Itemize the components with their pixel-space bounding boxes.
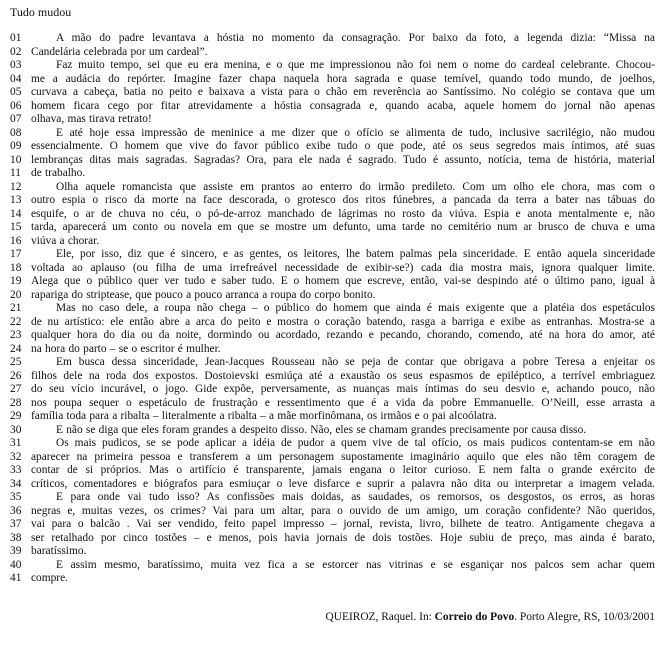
text-line	[10, 383, 655, 397]
line-text: Alega que o público quer ver tudo e saber tudo. E o homem que escreve, então, vai-se despindo até o último pano, igual à	[31, 275, 655, 287]
line-text: filhos dele na roda dos expostos. Dostoievski esmiúça até a exaustão os seus espasmos de epiléptico, a terrível embriaguez	[31, 369, 655, 382]
line-number: 25	[10, 356, 22, 368]
text-line	[10, 545, 655, 559]
line-number: 02	[10, 45, 22, 58]
text-line	[10, 59, 655, 73]
text-line	[10, 464, 655, 478]
text-line	[10, 221, 655, 235]
text-line	[10, 248, 655, 262]
text-line	[10, 451, 655, 465]
text-line	[10, 262, 655, 276]
line-number: 31	[10, 437, 22, 449]
text-line	[10, 478, 655, 492]
text-line	[10, 100, 655, 114]
line-text: outro espia o risco da morte na face descorada, o grotesco dos ritos fúnebres, a pancada da terra a bater nas tábuas do	[31, 194, 655, 206]
text-line	[10, 32, 655, 46]
line-number: 33	[10, 464, 22, 476]
text-line	[10, 154, 655, 168]
line-number: 30	[10, 423, 22, 436]
line-text: E para onde vai tudo isso? As confissões mais doidas, as saudades, os remorsos, os desgostos, os erros, as horas	[56, 491, 655, 503]
line-text: E até hoje essa impressão de meninice a me dizer que o ofício se alimenta de tudo, inclusive sacrilégio, não mudou	[56, 126, 655, 139]
line-text: homem ficara cego por fitar atrevidamente a hóstia consagrada e, quando acaba, aquele homem do jornal não apenas	[31, 99, 655, 112]
line-text: Olha aquele romancista que assiste em prantos ao enterro do irmão predileto. Com um olho ele chora, mas com o	[56, 180, 655, 193]
line-number: 36	[10, 504, 22, 517]
line-text: esquife, o ar de chuva no céu, o pó-de-arroz manchado de lágrimas no rosto da viúva. Espia e anota mentalmente e, não	[31, 207, 655, 220]
line-text: viúva a chorar.	[31, 234, 100, 247]
line-text: Os mais pudicos, se se pode aplicar a idéia de pudor a quem vive de tal ofício, os mais pudicos contentam-se em não	[56, 437, 655, 449]
citation-rest: . Porto Alegre, RS, 10/03/2001	[514, 610, 655, 623]
line-text: aparecer na primeira pessoa e transferem a um personagem supostamente imaginário aquilo que eles não têm coragem de	[31, 450, 655, 463]
text-line	[10, 235, 655, 249]
line-text: compre.	[31, 572, 69, 584]
line-number: 13	[10, 194, 22, 206]
text-line	[10, 518, 655, 532]
line-number: 19	[10, 275, 22, 287]
text-line	[10, 302, 655, 316]
text-line	[10, 343, 655, 357]
line-number: 26	[10, 369, 22, 382]
line-text: me a audácia do repórter. Imagine fazer chapa naquela hora sagrada e quase temível, quando todo mundo, de joelhos,	[31, 72, 655, 85]
line-number: 39	[10, 545, 22, 557]
text-line	[10, 410, 655, 424]
text-line	[10, 181, 655, 195]
line-text: contar de si próprios. Mas o artifício é transparente, jamais engana o leitor curioso. E nem falta o grande exército de	[31, 464, 655, 476]
line-number: 23	[10, 329, 22, 341]
line-number: 28	[10, 396, 22, 409]
line-text: E não se diga que eles foram grandes a despeito disso. Não, eles se chamam grandes precisamente por causa disso.	[56, 423, 587, 436]
text-line	[10, 208, 655, 222]
line-text: olhava, mas tirava retrato!	[31, 113, 152, 125]
text-line	[10, 194, 655, 208]
line-text: de trabalho.	[31, 167, 86, 179]
line-text: negras e, muitas vezes, os crimes? Vai para um altar, para o ouvido de um amigo, um coração confidente? Não queridos,	[31, 504, 655, 517]
text-line	[10, 397, 655, 411]
text-line	[10, 356, 655, 370]
line-text: lembranças ditas mais sagradas. Sagradas? Ora, para ele nada é sagrado. Tudo é assunto, notícia, tema de história, material	[31, 153, 655, 166]
text-line	[10, 275, 655, 289]
line-number: 06	[10, 99, 22, 112]
line-number: 03	[10, 59, 22, 71]
text-line	[10, 559, 655, 573]
line-text: do seu vício incurável, o jogo. Gide expõe, perversamente, as nuanças mais íntimas do seu desvio e, achando pouco, não	[31, 383, 655, 395]
citation-author: QUEIROZ, Raquel. In:	[325, 610, 435, 623]
line-text: baratíssimo.	[31, 545, 87, 557]
line-text: Candelária celebrada por um cardeal”.	[31, 45, 208, 58]
line-number: 04	[10, 72, 22, 85]
line-number: 22	[10, 315, 22, 328]
text-line	[10, 316, 655, 330]
line-text: de nu artístico: ele então abre a arca do peito e mostra o coração batendo, rasga a barriga e exibe as entranhas. Mostra-se a	[31, 315, 655, 328]
line-number: 17	[10, 248, 22, 260]
line-number: 18	[10, 261, 22, 274]
line-number: 07	[10, 113, 22, 125]
line-number: 10	[10, 153, 22, 166]
line-number: 01	[10, 32, 22, 44]
text-line	[10, 86, 655, 100]
line-text: E assim mesmo, baratíssimo, muita vez fica a se estorcer nas vitrinas e se esganiçar nos palcos sem achar quem	[56, 558, 655, 571]
line-text: vai para o balcão . Vai ser vendido, feito papel impresso – jornal, revista, livro, bilhete de teatro. Antigamente chegava a	[31, 518, 655, 530]
text-line	[10, 113, 655, 127]
line-number: 37	[10, 518, 22, 530]
line-number: 35	[10, 491, 22, 503]
line-text: essencialmente. O homem que vive do favor público exibe tudo o que pode, até os seus segredos mais íntimos, até suas	[31, 140, 655, 152]
text-line	[10, 140, 655, 154]
line-text: voltada ao aplauso (ou filha de uma irrefreável necessidade de exibir-se?) cada dia mostra mais, ignora qualquer limite.	[31, 261, 655, 274]
line-text: Mas no caso dele, a roupa não chega – o público do homem que ainda é mais exigente que a platéia dos espetáculos	[56, 302, 655, 314]
line-number: 40	[10, 558, 22, 571]
line-number: 08	[10, 126, 22, 139]
line-number: 05	[10, 86, 22, 98]
document-title: Tudo mudou	[10, 5, 72, 19]
line-number: 29	[10, 410, 22, 422]
text-line	[10, 505, 655, 519]
line-number: 20	[10, 288, 22, 301]
line-text: qualquer hora do dia ou da noite, dormindo ou acordado, rezando e pecando, chorando, comendo, até na hora do amor, até	[31, 329, 655, 341]
line-text: Ele, por isso, diz que é sincero, e as gentes, os leitores, lhe batem palmas pela sinceridade. E então aquela sinceridade	[56, 248, 655, 260]
line-text: nos poupa sequer o espetáculo de frustração e ressentimento que é a vida da pobre Emmanuelle. O’Neill, esse arrasta a	[31, 396, 655, 409]
line-number: 16	[10, 234, 22, 247]
text-line	[10, 167, 655, 181]
text-line	[10, 46, 655, 60]
line-number: 27	[10, 383, 22, 395]
text-line	[10, 370, 655, 384]
line-text: Em busca dessa sinceridade, Jean-Jacques Rousseau não se peja de contar que obrigava a pobre Teresa a enjeitar os	[56, 356, 655, 368]
text-line	[10, 437, 655, 451]
text-line	[10, 289, 655, 303]
line-text: na hora do parto – se o escritor é mulher.	[31, 342, 221, 355]
line-number: 21	[10, 302, 22, 314]
line-text: família toda para a ribalta – literalmente a ribalta – a mãe morfinômana, os irmãos e o pai alcoólatra.	[31, 410, 497, 422]
line-text: ser retalhado por cinco tostões – e menos, pois havia jornais de dois tostões. Hoje subiu de preço, mas ainda é barato,	[31, 531, 655, 544]
line-text: rapariga do striptease, que pouco a pouco arranca a roupa do corpo bonito.	[31, 288, 376, 301]
line-number: 11	[10, 167, 21, 179]
line-text: Faz muito tempo, sei que eu era menina, e o que me impressionou não foi nem o nome do cardeal celebrante. Chocou-	[56, 59, 655, 71]
line-number: 38	[10, 531, 22, 544]
text-line	[10, 329, 655, 343]
line-number: 14	[10, 207, 22, 220]
line-number: 09	[10, 140, 22, 152]
line-number: 41	[10, 572, 22, 584]
line-number: 32	[10, 450, 22, 463]
line-text: A mão do padre levantava a hóstia no momento da consagração. Por baixo da foto, a legenda dizia: “Missa na	[56, 32, 655, 44]
text-line	[10, 73, 655, 87]
citation-source: Correio do Povo	[434, 610, 515, 623]
text-line	[10, 532, 655, 546]
text-line	[10, 572, 655, 586]
line-number: 12	[10, 180, 22, 193]
line-text: tarda, aparecerá um conto ou novela em que se mostre um defunto, uma tarde no cemitério num ar brusco de chuva e uma	[31, 221, 655, 233]
text-lines	[10, 32, 655, 586]
line-text: curvava a cabeça, batia no peito e baixava a vista para o chão em reverência ao Santíssimo. No colégio se contava que um	[31, 86, 655, 98]
line-text: críticos, comentadores e biógrafos para esmiuçar o leve disfarce e suprir a palavra não dita ou interpretar a imagem velada.	[31, 477, 655, 490]
text-line	[10, 424, 655, 438]
citation	[10, 610, 655, 624]
line-number: 34	[10, 477, 22, 490]
text-line	[10, 127, 655, 141]
line-number: 24	[10, 342, 22, 355]
line-number: 15	[10, 221, 22, 233]
text-line	[10, 491, 655, 505]
